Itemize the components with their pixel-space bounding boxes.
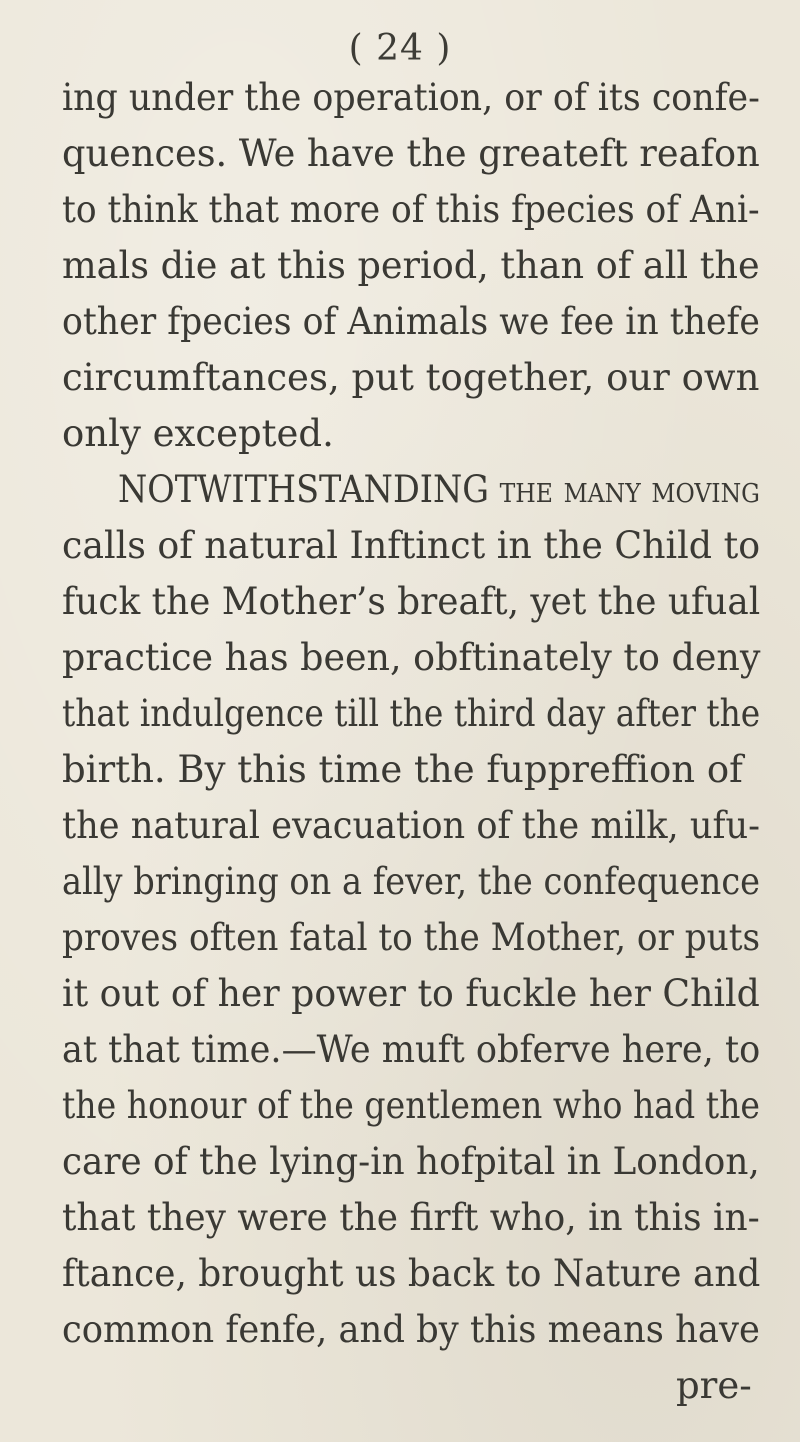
text-line: common fenfe, and by this means have: [62, 1308, 760, 1351]
text-line: circumftances, put together, our own: [62, 356, 760, 399]
text-line: ally bringing on a fever, the confequence: [62, 860, 761, 903]
text-line: the honour of the gentlemen who had the: [62, 1084, 760, 1127]
text-line: practice has been, obftinately to deny: [62, 636, 761, 679]
text-line: mals die at this period, than of all the: [62, 244, 760, 287]
text-line: that indulgence till the third day after the: [62, 692, 761, 735]
text-line: at that time.—We muft obferve here, to: [62, 1028, 761, 1071]
text-line: that they were the firft who, in this in-: [62, 1196, 760, 1239]
text-line: calls of natural Inftinct in the Child to: [62, 524, 761, 567]
text-line: it out of her power to fuckle her Child: [62, 972, 760, 1015]
text-line: other fpecies of Animals we fee in thefe: [62, 300, 760, 343]
text-line: proves often fatal to the Mother, or puts: [62, 916, 761, 959]
text-line: care of the lying-in hofpital in London,: [62, 1140, 760, 1183]
text-line: ing under the operation, or of its confe-: [62, 76, 760, 119]
text-line: birth. By this time the fuppreffion of: [62, 748, 743, 791]
text-line: quences. We have the greateft reafon: [62, 132, 760, 175]
text-line: NOTWITHSTANDING the many moving: [118, 468, 760, 511]
text-line: the natural evacuation of the milk, ufu-: [62, 804, 760, 847]
text-line: ftance, brought us back to Nature and: [62, 1252, 761, 1295]
page-number: ( 24 ): [348, 28, 452, 69]
catchword: pre-: [676, 1364, 752, 1407]
text-line: fuck the Mother’s breaft, yet the ufual: [62, 580, 761, 623]
text-line: to think that more of this fpecies of Ani-: [62, 188, 760, 231]
text-line: only excepted.: [62, 412, 334, 455]
